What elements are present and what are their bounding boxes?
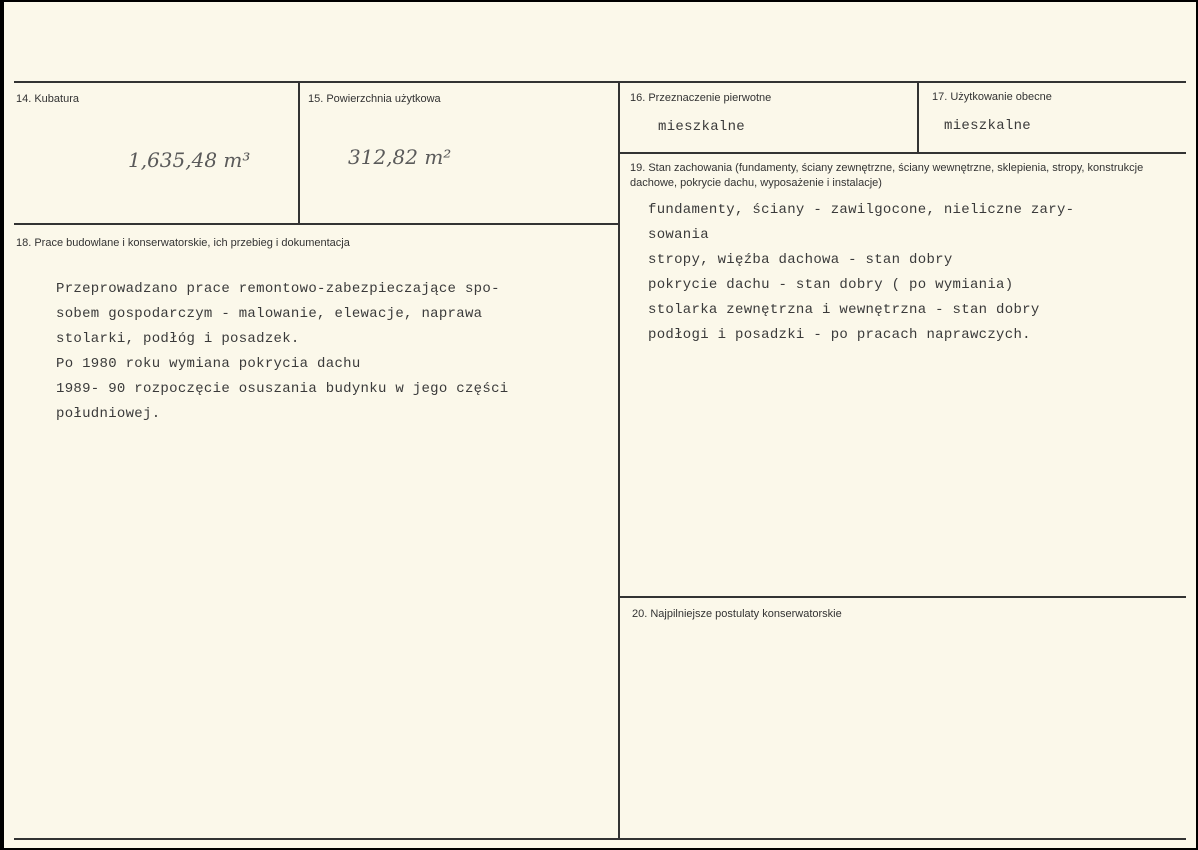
prace-label: 18. Prace budowlane i konserwatorskie, ich przebieg i dokumentacja — [16, 237, 350, 249]
uzytkowanie-label: 17. Użytkowanie obecne — [932, 91, 1052, 103]
prace-line: Po 1980 roku wymiana pokrycia dachu — [56, 356, 361, 372]
divider-16-17 — [917, 82, 919, 153]
prace-line: stolarki, podłóg i posadzek. — [56, 331, 300, 347]
divider-center — [618, 82, 620, 839]
divider-14-15 — [298, 82, 300, 224]
rule-section20 — [619, 596, 1186, 598]
stan-line: podłogi i posadzki - po pracach naprawczych. — [648, 327, 1031, 343]
prace-text — [56, 277, 508, 427]
stan-text — [648, 198, 1074, 348]
prace-line: południowej. — [56, 406, 161, 422]
prace-line: 1989- 90 rozpoczęcie osuszania budynku w jego części — [56, 381, 509, 397]
record-card — [4, 2, 1196, 848]
stan-line: stolarka zewnętrzna i wewnętrzna - stan dobry — [648, 302, 1040, 318]
stan-label: 19. Stan zachowania (fundamenty, ściany zewnętrzne, ściany wewnętrzne, sklepienia, stropy, konstrukcje dachowe, pokrycie dachu, wyposażenie i instalacje) — [630, 162, 1144, 189]
stan-line: fundamenty, ściany - zawilgocone, nieliczne zary- — [648, 202, 1075, 218]
prace-line: sobem gospodarczym - malowanie, elewacje, naprawa — [56, 306, 483, 322]
stan-line: pokrycie dachu - stan dobry ( po wymiania) — [648, 277, 1014, 293]
stan-line: stropy, więźba dachowa - stan dobry — [648, 252, 953, 268]
rule-row1-right — [619, 152, 1186, 154]
przeznaczenie-label: 16. Przeznaczenie pierwotne — [630, 92, 772, 104]
stan-line: sowania — [648, 227, 709, 243]
prace-line: Przeprowadzano prace remontowo-zabezpieczające spo- — [56, 281, 500, 297]
uzytkowanie-value: mieszkalne — [944, 118, 1032, 134]
top-rule — [14, 81, 1186, 83]
bottom-rule — [14, 838, 1186, 840]
rule-row1-left — [14, 223, 619, 225]
powierzchnia-label: 15. Powierzchnia użytkowa — [308, 93, 441, 105]
postulaty-label: 20. Najpilniejsze postulaty konserwatorskie — [632, 608, 842, 620]
kubatura-label: 14. Kubatura — [16, 93, 79, 105]
przeznaczenie-value: mieszkalne — [658, 119, 746, 135]
kubatura-value: 1,635,48 m³ — [128, 148, 251, 172]
powierzchnia-value: 312,82 m² — [348, 145, 452, 169]
